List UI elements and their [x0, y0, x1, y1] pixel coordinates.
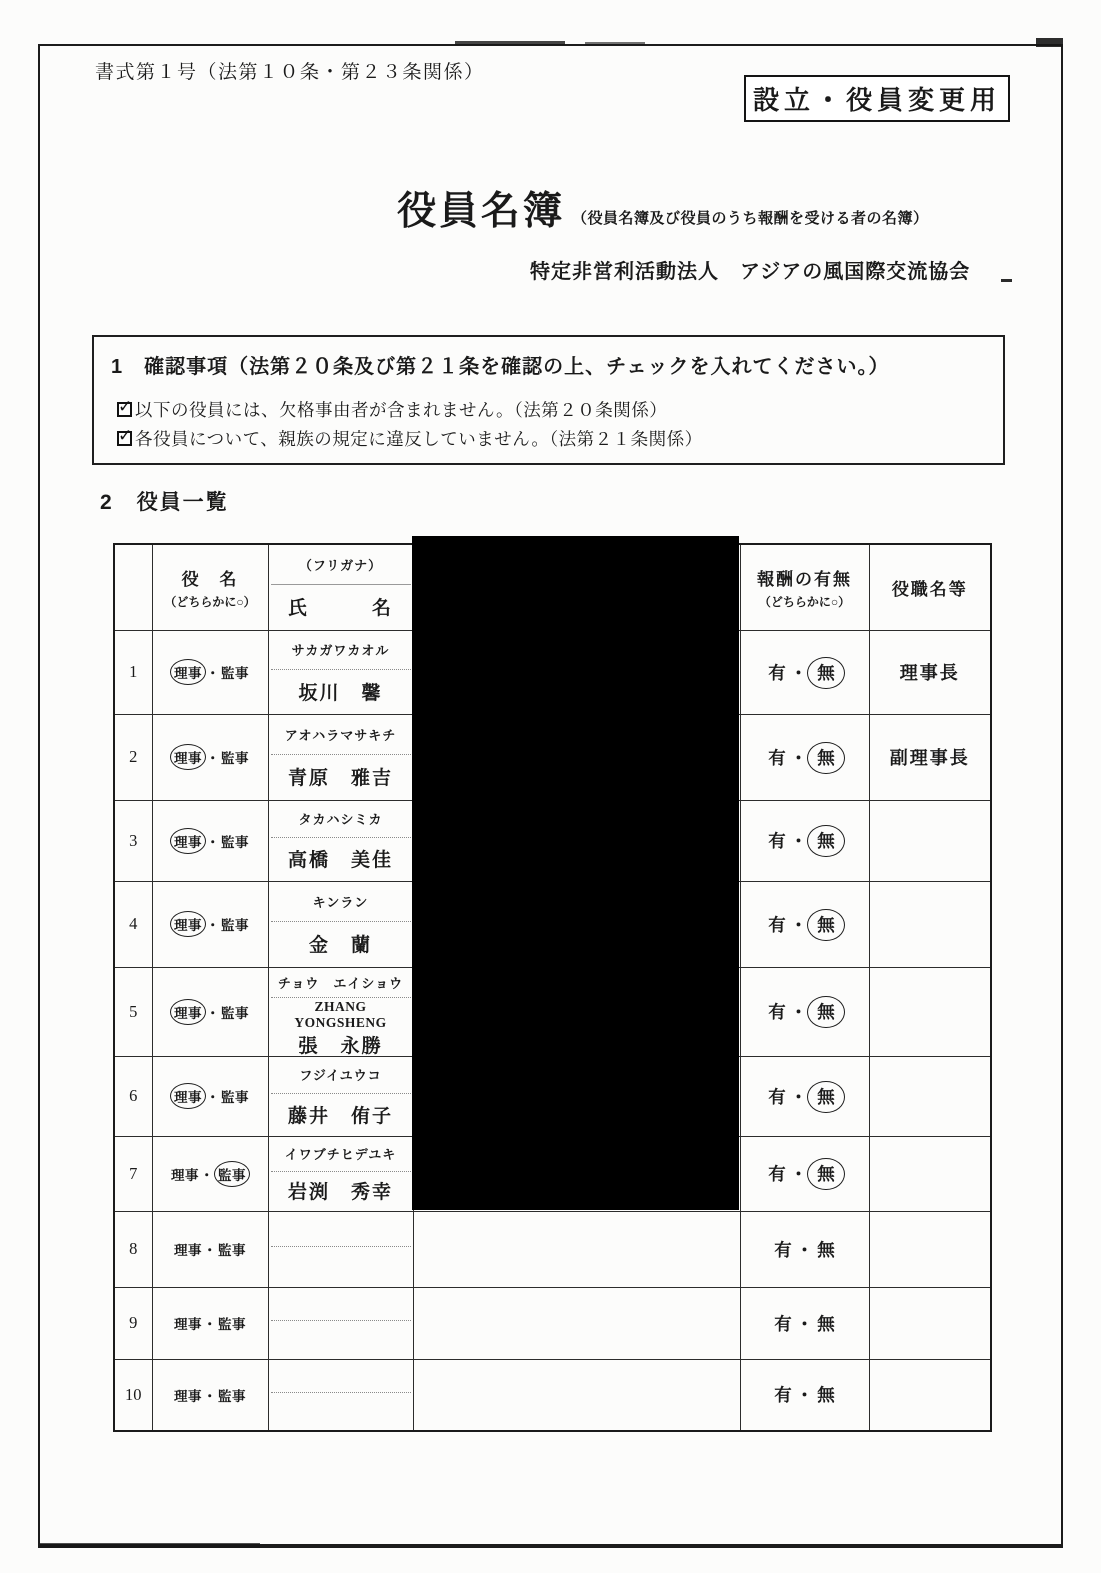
- compensation-separator: ・: [795, 1313, 814, 1334]
- compensation-cell: [740, 1136, 869, 1211]
- title-row: [397, 192, 929, 231]
- role-option-kanji: 監事: [221, 834, 249, 850]
- compensation-option-nashi: 無: [807, 825, 845, 857]
- row-number: 6: [114, 1056, 152, 1136]
- name-zone: [269, 1093, 413, 1136]
- compensation-option-ari: 有: [768, 914, 786, 935]
- furigana-text: [269, 1212, 413, 1247]
- role-option-riji: 理事: [170, 828, 206, 854]
- officer-name: 張 永勝: [298, 1035, 383, 1056]
- compensation-option-ari: 有: [768, 747, 786, 768]
- scan-smudge: [40, 1543, 260, 1548]
- compensation-cell: [740, 1056, 869, 1136]
- role-option-kanji: 監事: [221, 1090, 249, 1105]
- row-number: 4: [114, 881, 152, 967]
- position-cell: [869, 967, 991, 1056]
- confirmation-item-label: 以下の役員には、欠格事由者が含まれません。（法第２０条関係）: [135, 400, 668, 420]
- furigana-text: イワブチヒデユキ: [284, 1147, 397, 1163]
- compensation-cell: [740, 1211, 869, 1287]
- furigana-text: サカガワカオル: [291, 643, 390, 659]
- role-cell: [152, 967, 268, 1056]
- position-cell: 副理事長: [869, 714, 991, 800]
- role-option-riji: 理事: [174, 1243, 202, 1258]
- row-number: 10: [114, 1359, 152, 1431]
- page-title: 役員名簿: [397, 190, 566, 233]
- name-cell: [268, 1211, 413, 1287]
- role-option-riji: 理事: [174, 1317, 202, 1332]
- name-zone: [269, 754, 413, 800]
- confirmation-item-label: 各役員について、親族の規定に違反していません。（法第２１条関係）: [135, 429, 703, 449]
- officer-list-heading: 2 役員一覧: [100, 491, 229, 514]
- romaji-text: ZHANG YONGSHENG: [294, 998, 387, 1030]
- officer-name: 金 蘭: [308, 935, 372, 957]
- name-zone: [269, 837, 413, 880]
- form-number: 書式第１号（法第１０条・第２３条関係）: [95, 62, 485, 83]
- name-zone: [269, 1171, 413, 1211]
- stray-dash-mark: [1001, 279, 1012, 282]
- compensation-separator: ・: [789, 831, 808, 851]
- position-cell: [869, 1359, 991, 1431]
- compensation-separator: ・: [789, 662, 808, 683]
- name-cell: [268, 1359, 413, 1431]
- name-cell: [268, 1136, 413, 1211]
- role-cell: [152, 1136, 268, 1211]
- position-cell: [869, 1136, 991, 1211]
- compensation-option-nashi: 無: [807, 996, 845, 1028]
- confirmation-section: [92, 335, 1005, 465]
- compensation-cell: [740, 630, 869, 714]
- furigana-text: [269, 1288, 413, 1321]
- role-cell: [152, 1359, 268, 1431]
- furigana-text: チョウ エイショウ: [277, 975, 404, 991]
- role-option-kanji: 監事: [221, 666, 249, 681]
- role-option-riji: 理事: [171, 1167, 199, 1183]
- name-zone: [269, 921, 413, 967]
- position-cell: 理事長: [869, 630, 991, 714]
- compensation-option-ari: 有: [768, 1086, 786, 1107]
- compensation-option-ari: 有: [768, 1164, 786, 1184]
- role-separator: ・: [206, 918, 220, 933]
- redacted-address-block: [412, 536, 739, 1210]
- officer-row: [114, 1359, 991, 1431]
- role-option-riji: 理事: [170, 744, 206, 770]
- compensation-separator: ・: [795, 1385, 814, 1406]
- compensation-separator: ・: [795, 1239, 814, 1260]
- scan-smudge: [455, 41, 565, 45]
- name-zone: [269, 1320, 413, 1358]
- name-zone: [269, 669, 413, 714]
- compensation-option-ari: 有: [768, 831, 786, 851]
- role-separator: ・: [203, 1317, 217, 1332]
- checked-checkbox-icon: ✓: [118, 397, 133, 417]
- role-option-kanji: 監事: [218, 1243, 246, 1258]
- compensation-option-nashi: 無: [807, 657, 845, 689]
- role-cell: [152, 630, 268, 714]
- header-name: （フリガナ） 氏 名: [268, 544, 413, 630]
- header-compensation: 報酬の有無 （どちらかに○）: [740, 544, 869, 630]
- row-number: 3: [114, 800, 152, 881]
- position-cell: [869, 1211, 991, 1287]
- officer-name: 坂川 馨: [298, 682, 383, 704]
- compensation-option-ari: 有: [774, 1385, 792, 1406]
- address-cell: [413, 1359, 740, 1431]
- compensation-option-nashi: 無: [807, 1158, 845, 1190]
- role-cell: [152, 800, 268, 881]
- name-cell: [268, 881, 413, 967]
- furigana-text: フジイユウコ: [299, 1068, 382, 1084]
- role-separator: ・: [206, 1090, 220, 1105]
- role-option-riji: 理事: [170, 999, 206, 1025]
- role-option-kanji: 監事: [214, 1161, 250, 1187]
- checked-checkbox-icon: ✓: [118, 426, 133, 446]
- role-cell: [152, 714, 268, 800]
- role-option-riji: 理事: [170, 659, 206, 685]
- position-cell: [869, 1056, 991, 1136]
- header-position: 役職名等: [869, 544, 991, 630]
- compensation-separator: ・: [789, 1002, 808, 1022]
- compensation-option-nashi: 無: [817, 1385, 835, 1406]
- row-number: 1: [114, 630, 152, 714]
- compensation-option-ari: 有: [774, 1239, 792, 1260]
- furigana-text: タカハシミカ: [298, 812, 383, 828]
- compensation-cell: [740, 714, 869, 800]
- role-separator: ・: [206, 834, 220, 850]
- role-separator: ・: [206, 1005, 220, 1021]
- compensation-option-nashi: 無: [807, 1081, 845, 1113]
- name-cell: [268, 800, 413, 881]
- compensation-cell: [740, 800, 869, 881]
- officer-row: [114, 1287, 991, 1359]
- header-number: [114, 544, 152, 630]
- confirmation-heading: 1 確認事項（法第２０条及び第２１条を確認の上、チェックを入れてください。）: [111, 356, 890, 378]
- address-cell: [413, 1287, 740, 1359]
- compensation-cell: [740, 1359, 869, 1431]
- page-title-note: （役員名簿及び役員のうち報酬を受ける者の名簿）: [572, 210, 929, 227]
- compensation-separator: ・: [789, 914, 808, 935]
- role-cell: [152, 1211, 268, 1287]
- role-option-kanji: 監事: [218, 1388, 246, 1404]
- role-separator: ・: [203, 1388, 217, 1404]
- officer-name: 高橋 美佳: [287, 850, 393, 872]
- scan-smudge: [585, 42, 645, 45]
- role-separator: ・: [206, 751, 220, 766]
- name-cell: [268, 967, 413, 1056]
- compensation-option-ari: 有: [768, 1002, 786, 1022]
- compensation-cell: [740, 1287, 869, 1359]
- role-option-riji: 理事: [174, 1388, 202, 1404]
- header-role: 役 名 （どちらかに○）: [152, 544, 268, 630]
- name-cell: [268, 1287, 413, 1359]
- confirmation-item: [117, 426, 703, 451]
- role-option-riji: 理事: [170, 911, 206, 937]
- purpose-stamp-label: 設立・役員変更用: [752, 85, 1001, 115]
- role-separator: ・: [203, 1243, 217, 1258]
- officer-name: 青原 雅吉: [287, 768, 393, 790]
- officer-name: 岩渕 秀幸: [287, 1182, 393, 1204]
- compensation-separator: ・: [789, 1164, 808, 1184]
- position-cell: [869, 881, 991, 967]
- name-zone: [269, 1246, 413, 1287]
- furigana-text: [269, 1360, 413, 1392]
- purpose-stamp-box: [744, 75, 1010, 122]
- role-option-kanji: 監事: [218, 1317, 246, 1332]
- compensation-option-nashi: 無: [817, 1239, 835, 1260]
- organization-name: 特定非営利活動法人 アジアの風国際交流協会: [530, 261, 971, 283]
- compensation-cell: [740, 881, 869, 967]
- address-cell: [413, 1211, 740, 1287]
- row-number: 2: [114, 714, 152, 800]
- furigana-text: アオハラマサキチ: [284, 727, 397, 743]
- role-option-kanji: 監事: [221, 751, 249, 766]
- compensation-option-nashi: 無: [807, 909, 845, 941]
- role-cell: [152, 881, 268, 967]
- role-separator: ・: [200, 1167, 214, 1183]
- row-number: 9: [114, 1287, 152, 1359]
- name-cell: [268, 1056, 413, 1136]
- scan-smudge: [1036, 38, 1063, 47]
- role-cell: [152, 1287, 268, 1359]
- compensation-cell: [740, 967, 869, 1056]
- compensation-option-ari: 有: [774, 1313, 792, 1334]
- role-option-kanji: 監事: [221, 918, 249, 933]
- role-option-riji: 理事: [170, 1083, 206, 1109]
- compensation-option-ari: 有: [768, 662, 786, 683]
- name-zone: [269, 997, 413, 1055]
- role-option-kanji: 監事: [221, 1005, 249, 1021]
- confirmation-item: [117, 397, 667, 422]
- officer-row: [114, 1211, 991, 1287]
- row-number: 7: [114, 1136, 152, 1211]
- position-cell: [869, 1287, 991, 1359]
- role-separator: ・: [206, 666, 220, 681]
- row-number: 5: [114, 967, 152, 1056]
- row-number: 8: [114, 1211, 152, 1287]
- compensation-option-nashi: 無: [817, 1313, 835, 1334]
- name-cell: [268, 714, 413, 800]
- name-cell: [268, 630, 413, 714]
- compensation-separator: ・: [789, 1086, 808, 1107]
- position-cell: [869, 800, 991, 881]
- compensation-separator: ・: [789, 747, 808, 768]
- officer-name: 藤井 侑子: [287, 1105, 393, 1127]
- furigana-text: キンラン: [312, 894, 369, 910]
- role-cell: [152, 1056, 268, 1136]
- name-zone: [269, 1392, 413, 1430]
- compensation-option-nashi: 無: [807, 742, 845, 774]
